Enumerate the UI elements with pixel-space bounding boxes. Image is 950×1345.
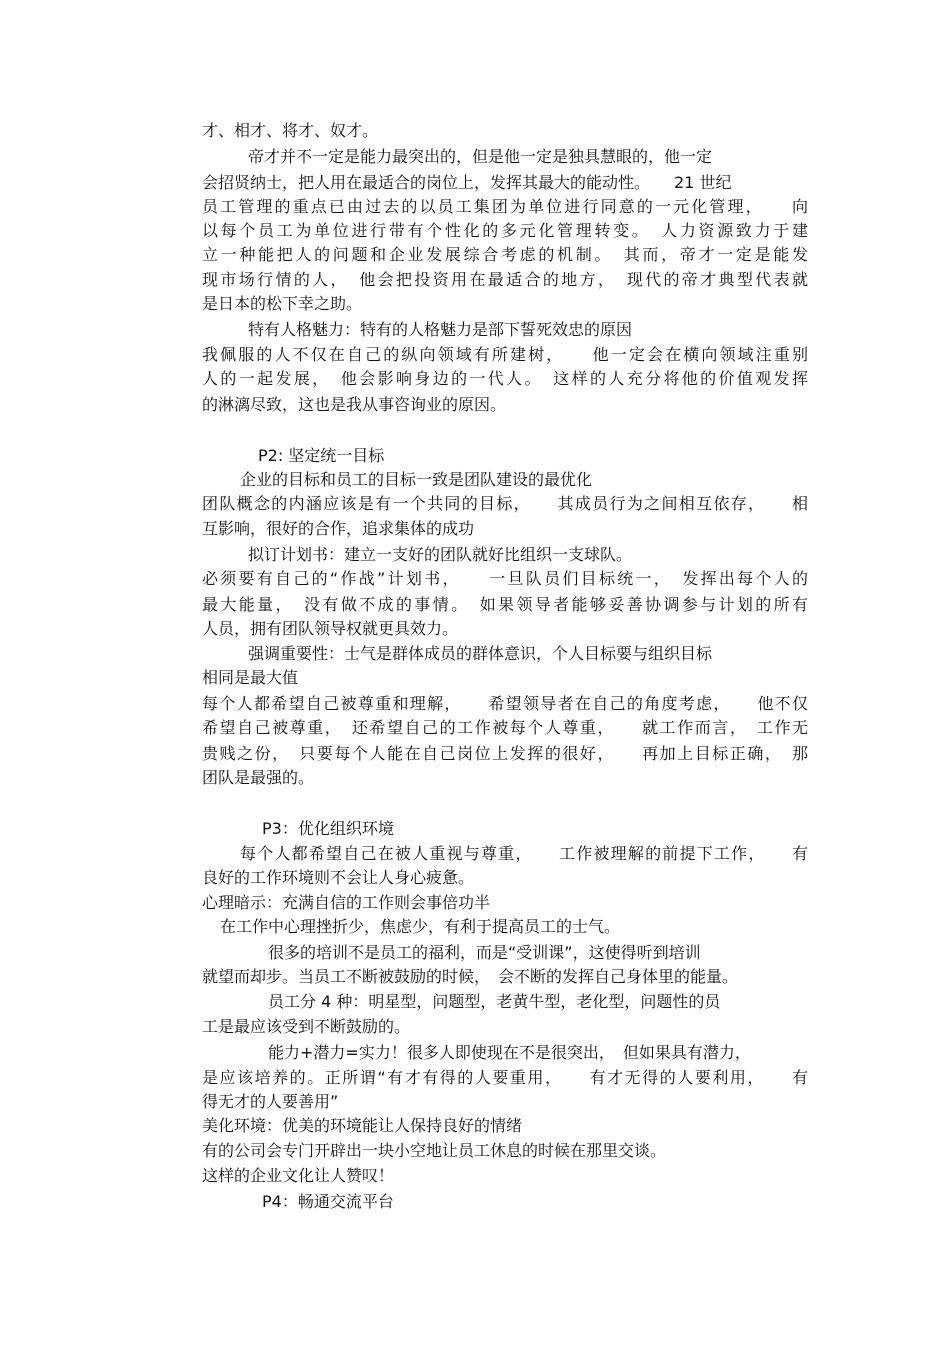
text-line: 团队概念的内涵应该是有一个共同的目标， 其成员行为之间相互依存， 相 [202, 494, 808, 513]
text-line: 互影响，很好的合作，追求集体的成功 [202, 519, 475, 538]
text-line: 希望自己被尊重， 还希望自己的工作被每个人尊重， 就工作而言， 工作无 [202, 718, 808, 737]
text-line: 团队是最强的。 [202, 768, 315, 787]
text-line: 每个人都希望自己被尊重和理解， 希望领导者在自己的角度考虑， 他不仅 [202, 694, 808, 713]
section-heading-p4: P4：畅通交流平台 [262, 1192, 394, 1211]
section-heading-p2: P2: 坚定统一目标 [258, 446, 385, 465]
paragraph-first-line: 企业的目标和员工的目标一致是团队建设的最优化 [240, 470, 593, 489]
text-line: 良好的工作环境则不会让人身心疲惫。 [202, 868, 475, 887]
text-line: 员工管理的重点已由过去的以员工集团为单位进行同意的一元化管理， 向 [202, 197, 808, 216]
paragraph-first-line: 员工分 4 种：明星型，问题型，老黄牛型，老化型，问题性的员 [268, 992, 721, 1011]
text-line: 是日本的松下幸之助。 [202, 294, 363, 313]
text-line: 在工作中心理挫折少，焦虑少，有利于提高员工的士气。 [220, 917, 621, 936]
text-line: 最大能量， 没有做不成的事情。 如果领导者能够妥善协调参与计划的所有 [202, 595, 808, 614]
text-line: 必须要有自己的“作战”计划书， 一旦队员们目标统一， 发挥出每个人的 [202, 569, 808, 588]
text-line: 人员，拥有团队领导权就更具效力。 [202, 619, 459, 638]
text-line: 得无才的人要善用” [202, 1092, 339, 1111]
text-line: 有的公司会专门开辟出一块小空地让员工休息的时候在那里交谈。 [202, 1141, 667, 1160]
text-line: 会招贤纳士，把人用在最适合的岗位上，发挥其最大的能动性。 21 世纪 [202, 173, 732, 192]
subheading: 心理暗示：充满自信的工作则会事倍功半 [202, 893, 491, 912]
text-line: 人的一起发展， 他会影响身边的一代人。 这样的人充分将他的价值观发挥 [202, 369, 808, 388]
paragraph-first-line: 很多的培训不是员工的福利，而是“受训课”，这使得听到培训 [268, 943, 701, 962]
text-line: 才、相才、将才、奴才。 [202, 121, 379, 140]
subheading: 拟订计划书：建立一支好的团队就好比组织一支球队。 [248, 545, 633, 564]
text-line: 我佩服的人不仅在自己的纵向领域有所建树， 他一定会在横向领域注重别 [202, 345, 808, 364]
section-heading-p3: P3：优化组织环境 [262, 819, 394, 838]
paragraph-first-line: 能力+潜力=实力！很多人即使现在不是很突出， 但如果具有潜力， [268, 1043, 751, 1062]
subheading: 美化环境：优美的环境能让人保持良好的情绪 [202, 1116, 523, 1135]
text-line: 贵贱之份， 只要每个人能在自己岗位上发挥的很好， 再加上目标正确， 那 [202, 744, 808, 763]
paragraph-first-line: 每个人都希望自己在被人重视与尊重， 工作被理解的前提下工作， 有 [240, 844, 808, 863]
text-line: 的淋漓尽致，这也是我从事咨询业的原因。 [202, 395, 507, 414]
paragraph-first-line: 帝才并不一定是能力最突出的，但是他一定是独具慧眼的，他一定 [248, 147, 713, 166]
text-line: 这样的企业文化让人赞叹！ [202, 1166, 395, 1185]
text-line: 以每个员工为单位进行带有个性化的多元化管理转变。 人力资源致力于建 [202, 221, 808, 240]
subheading: 强调重要性：士气是群体成员的群体意识，个人目标要与组织目标 [248, 644, 713, 663]
text-line: 工是最应该受到不断鼓励的。 [202, 1017, 411, 1036]
text-line: 就望而却步。当员工不断被鼓励的时候， 会不断的发挥自己身体里的能量。 [202, 967, 739, 986]
text-line: 立一种能把人的问题和企业发展综合考虑的机制。 其而，帝才一定是能发 [202, 245, 808, 264]
text-line: 是应该培养的。正所谓“有才有得的人要重用， 有才无得的人要利用， 有 [202, 1068, 808, 1087]
text-line: 现市场行情的人， 他会把投资用在最适合的地方， 现代的帝才典型代表就 [202, 270, 808, 289]
text-line: 相同是最大值 [202, 668, 299, 687]
subheading: 特有人格魅力：特有的人格魅力是部下誓死效忠的原因 [248, 320, 633, 339]
